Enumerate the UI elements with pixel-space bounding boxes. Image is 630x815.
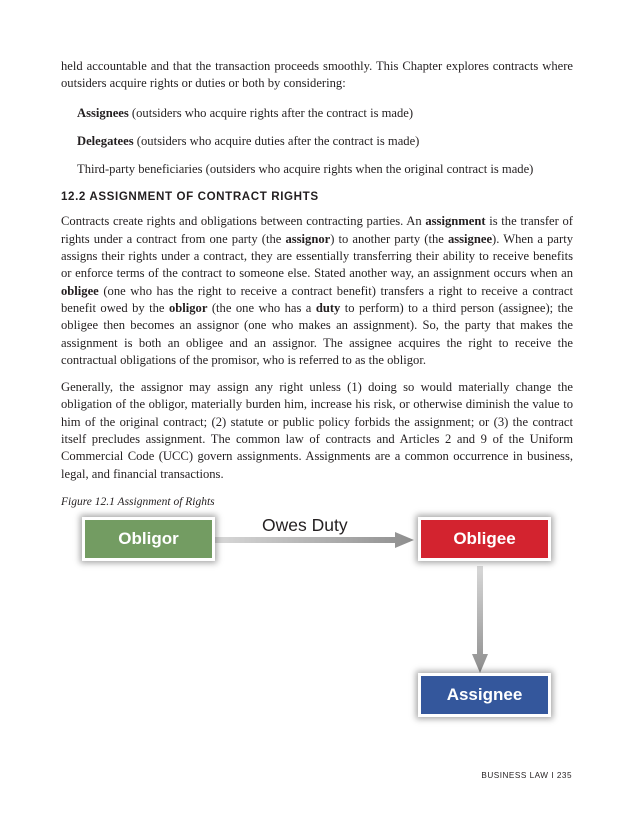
page-content [61, 58, 573, 511]
list-item-delegatees: Delegatees (outsiders who acquire duties after the contract is made) [77, 133, 420, 148]
term-assignees: Assignees [77, 105, 129, 120]
assignee-box: Assignee [418, 673, 551, 717]
assignment-arrow [472, 566, 488, 674]
obligor-box: Obligor [82, 517, 215, 561]
list-item-third-party: Third-party beneficiaries (outsiders who acquire rights when the original contract is made) [77, 162, 534, 177]
list-item-assignees: Assignees (outsiders who acquire rights after the contract is made) [77, 105, 414, 120]
paragraph-assignment-definition: Contracts create rights and obligations between contracting parties. An assignment is the transfer of rights under a contract from one party (the assignor) to another party (the assignee). When a party assigns their rights under a contract, they are essentially transferring their ability to receive benefits or enforce terms of the contract to someone else. Stated another way, an assignment occurs when an obligee (one who has the right to receive a contract benefit) transfers a right to receive a contract benefit owed by the obligor (the one who has a duty to perform) to a third person (assignee); the obligee then becomes an assignor (one who makes an assignment). So, the party that makes the assignment is both an obligee and an assignor. The assignee acquires the right to receive the contractual obligations of the promisor, who is referred to as the obligor. [61, 214, 574, 367]
obligee-box: Obligee [418, 517, 551, 561]
term-delegatees: Delegatees [77, 133, 134, 148]
figure-caption: Figure 12.1 Assignment of Rights [61, 495, 215, 508]
intro-paragraph: held accountable and that the transaction proceeds smoothly. This Chapter explores contracts where outsiders acquire rights or duties or both by considering: [61, 59, 573, 91]
paragraph-assignment-limits: Generally, the assignor may assign any right unless (1) doing so would materially change the obligation of the obligor, materially burden him, increase his risk, or otherwise diminish the value to him of the original contract; (2) statute or public policy forbids the assignment; or (3) the contract itself precludes assignment. The common law of contracts and Articles 2 and 9 of the Uniform Commercial Code (UCC) govern assignments. Assignments are a common occurrence in business, legal, and financial transactions. [61, 380, 573, 481]
owes-duty-label: Owes Duty [262, 515, 348, 535]
page-footer: BUSINESS LAW I 235 [481, 771, 572, 780]
section-heading: 12.2 ASSIGNMENT OF CONTRACT RIGHTS [61, 190, 319, 204]
assignment-diagram [62, 506, 570, 721]
